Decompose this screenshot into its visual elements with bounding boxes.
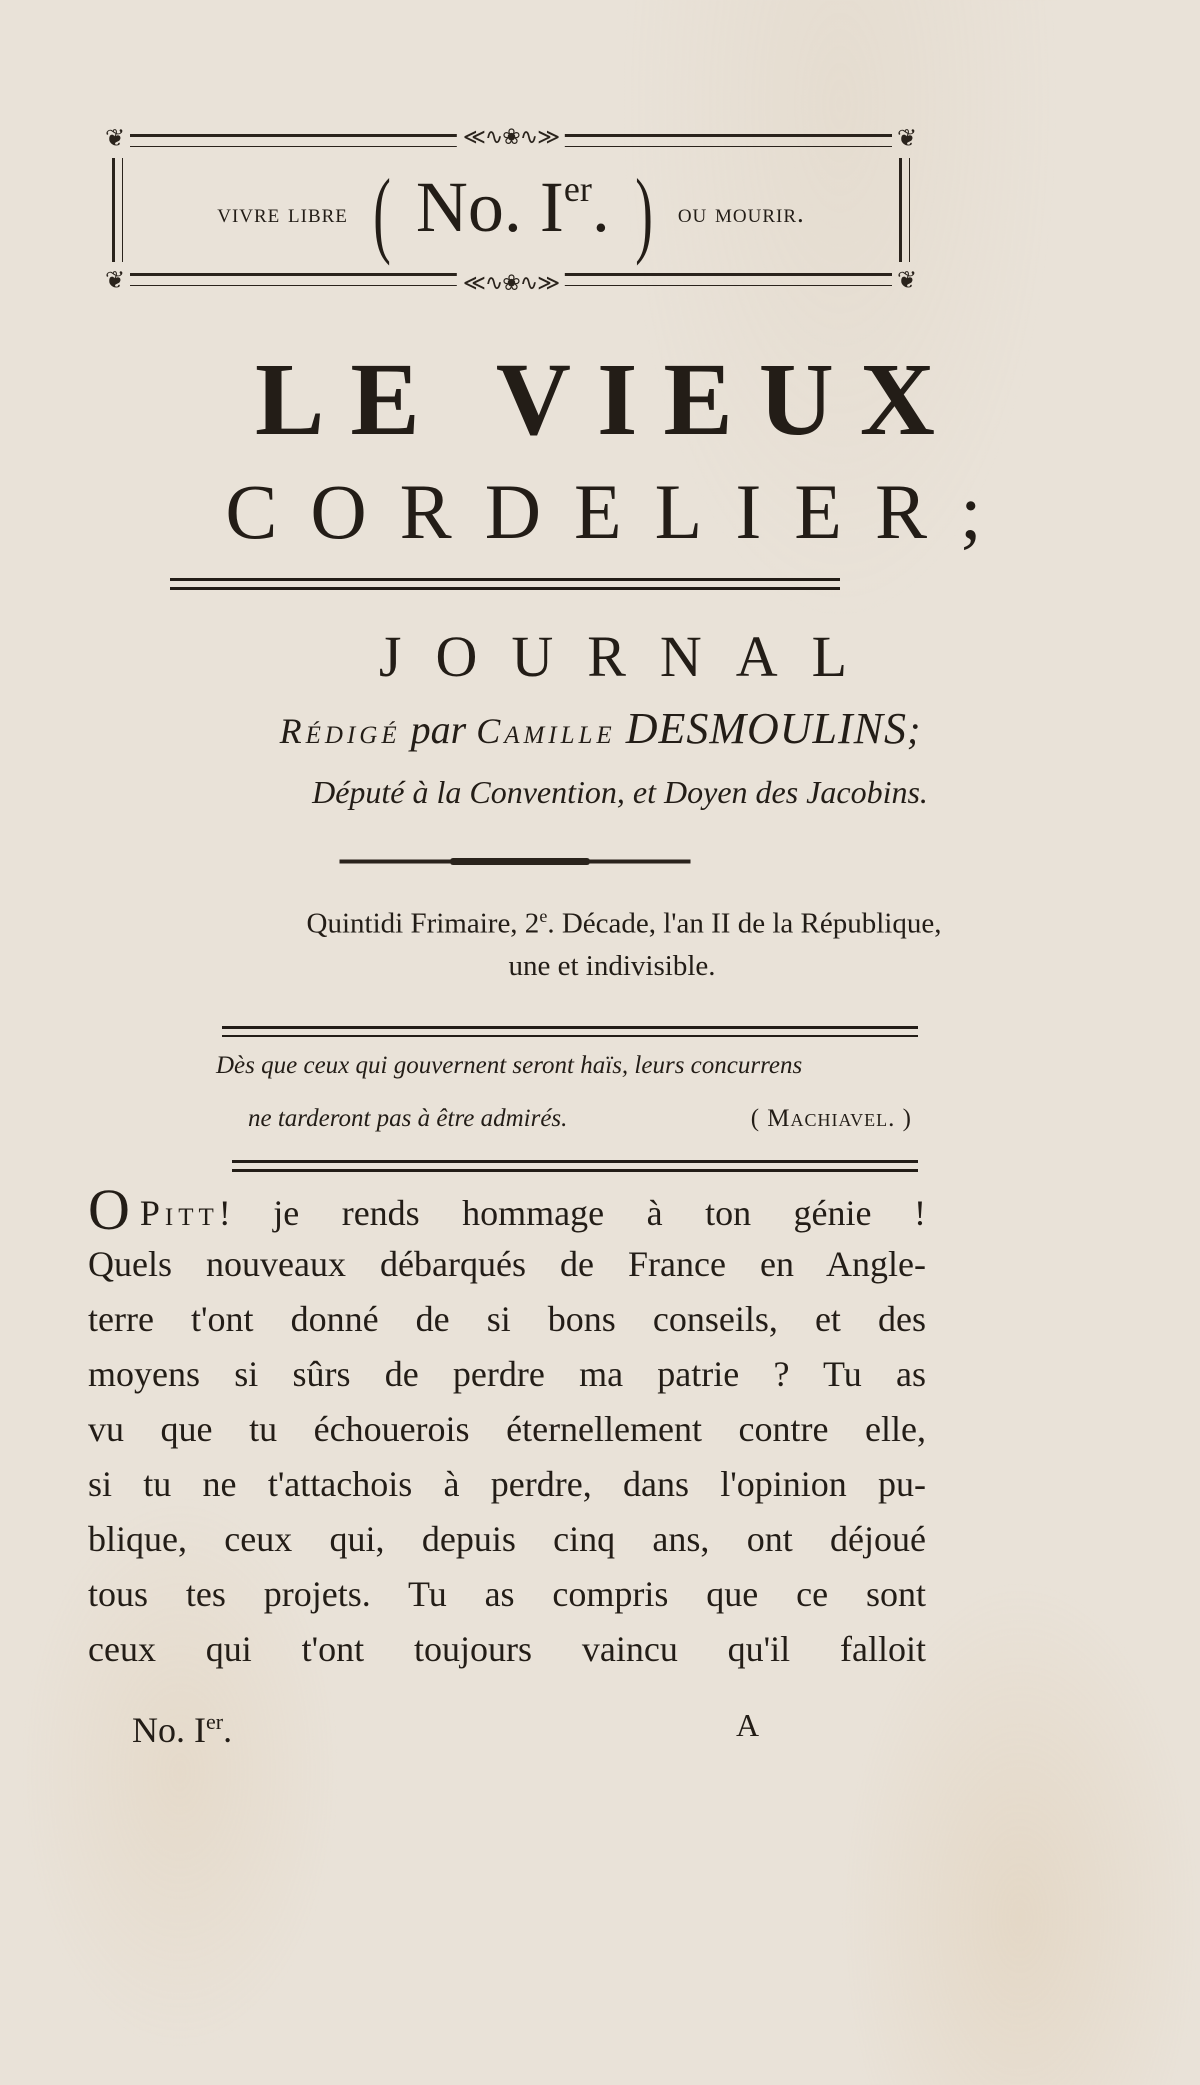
issue-number bbox=[416, 167, 610, 259]
corner-ornament-icon: ❦ bbox=[104, 126, 126, 152]
issue-dot: . bbox=[503, 167, 540, 247]
journal-heading: JOURNAL bbox=[378, 624, 882, 689]
body-line: tous tes projets. Tu as compris que ce sont bbox=[88, 1574, 926, 1614]
author-credentials: Député à la Convention, et Doyen des Jacobins. bbox=[312, 774, 928, 810]
motto-right: ou mourir. bbox=[677, 197, 805, 228]
title-double-rule bbox=[170, 578, 840, 590]
body-line: si tu ne t'attachois à perdre, dans l'opinion pu- bbox=[88, 1464, 926, 1504]
signature-prefix: No. I bbox=[132, 1710, 206, 1750]
body-line: terre t'ont donné de si bons conseils, et des bbox=[88, 1299, 926, 1339]
body-line: Quels nouveaux débarqués de France en Angle- bbox=[88, 1244, 926, 1284]
body-line: moyens si sûrs de perdre ma patrie ? Tu as bbox=[88, 1354, 926, 1394]
author-punct: ; bbox=[907, 707, 921, 752]
drop-letter: O bbox=[88, 1177, 130, 1242]
body-line: ceux qui t'ont toujours vaincu qu'il falloit bbox=[88, 1629, 926, 1669]
close-paren: ) bbox=[635, 159, 653, 266]
corner-ornament-icon: ❦ bbox=[896, 268, 918, 294]
dateline-pre: Quintidi Frimaire, 2 bbox=[306, 907, 540, 940]
issue-dot-2: . bbox=[591, 167, 610, 247]
body-line bbox=[88, 1177, 926, 1242]
dateline-sup: e bbox=[539, 906, 548, 926]
epigraph-line-2-text: ne tarderont pas à être admirés. bbox=[248, 1105, 568, 1132]
epigraph-attribution: ( Machiavel. ) bbox=[750, 1105, 912, 1132]
masthead-row bbox=[104, 159, 918, 266]
body-paragraph bbox=[88, 1177, 926, 1677]
author-line bbox=[0, 705, 1200, 755]
leaf-signature: A bbox=[736, 1707, 760, 1743]
corner-ornament-icon: ❦ bbox=[104, 268, 126, 294]
signature-sup: er bbox=[206, 1709, 224, 1734]
par-label: par bbox=[410, 707, 467, 752]
epigraph-line-1: Dès que ceux qui gouvernent seront haïs, leurs concurrens bbox=[216, 1052, 803, 1079]
motto-left: vivre libre bbox=[217, 197, 348, 228]
epigraph-bottom-rule bbox=[232, 1160, 918, 1172]
body-line: blique, ceux qui, depuis cinq ans, ont déjoué bbox=[88, 1519, 926, 1559]
title-line-2: CORDELIER; bbox=[225, 468, 1015, 555]
dateline-2: une et indivisible. bbox=[508, 950, 716, 982]
corner-ornament-icon: ❦ bbox=[896, 126, 918, 152]
redige-label: Rédigé bbox=[279, 711, 401, 751]
open-paren: ( bbox=[373, 159, 391, 266]
issue-suffix: er bbox=[563, 169, 592, 209]
fleuron-ornament-icon: ≪∿❀∿≫ bbox=[457, 272, 565, 294]
masthead-frame bbox=[104, 124, 918, 295]
dateline-1 bbox=[0, 898, 1200, 942]
author-first-name: Camille bbox=[476, 711, 616, 751]
body-first-word: Pitt bbox=[139, 1193, 219, 1233]
dateline-post: . Décade, l'an II de la République, bbox=[547, 907, 942, 940]
epigraph-top-rule bbox=[222, 1026, 918, 1037]
author-last-name: DESMOULINS bbox=[625, 704, 908, 753]
fleuron-ornament-icon: ≪∿❀∿≫ bbox=[457, 126, 565, 148]
body-line-text: ! je rends hommage à ton génie ! bbox=[218, 1193, 926, 1233]
title-line-1: LE VIEUX bbox=[254, 342, 961, 457]
issue-prefix: No bbox=[415, 167, 504, 247]
body-line: vu que tu échouerois éternellement contre elle, bbox=[88, 1409, 926, 1449]
issue-numeral: I bbox=[539, 167, 564, 247]
ornamental-rule bbox=[340, 860, 690, 863]
signature-mark bbox=[132, 1700, 232, 1752]
signature-suffix: . bbox=[223, 1710, 233, 1750]
epigraph-line-2 bbox=[248, 1103, 928, 1135]
